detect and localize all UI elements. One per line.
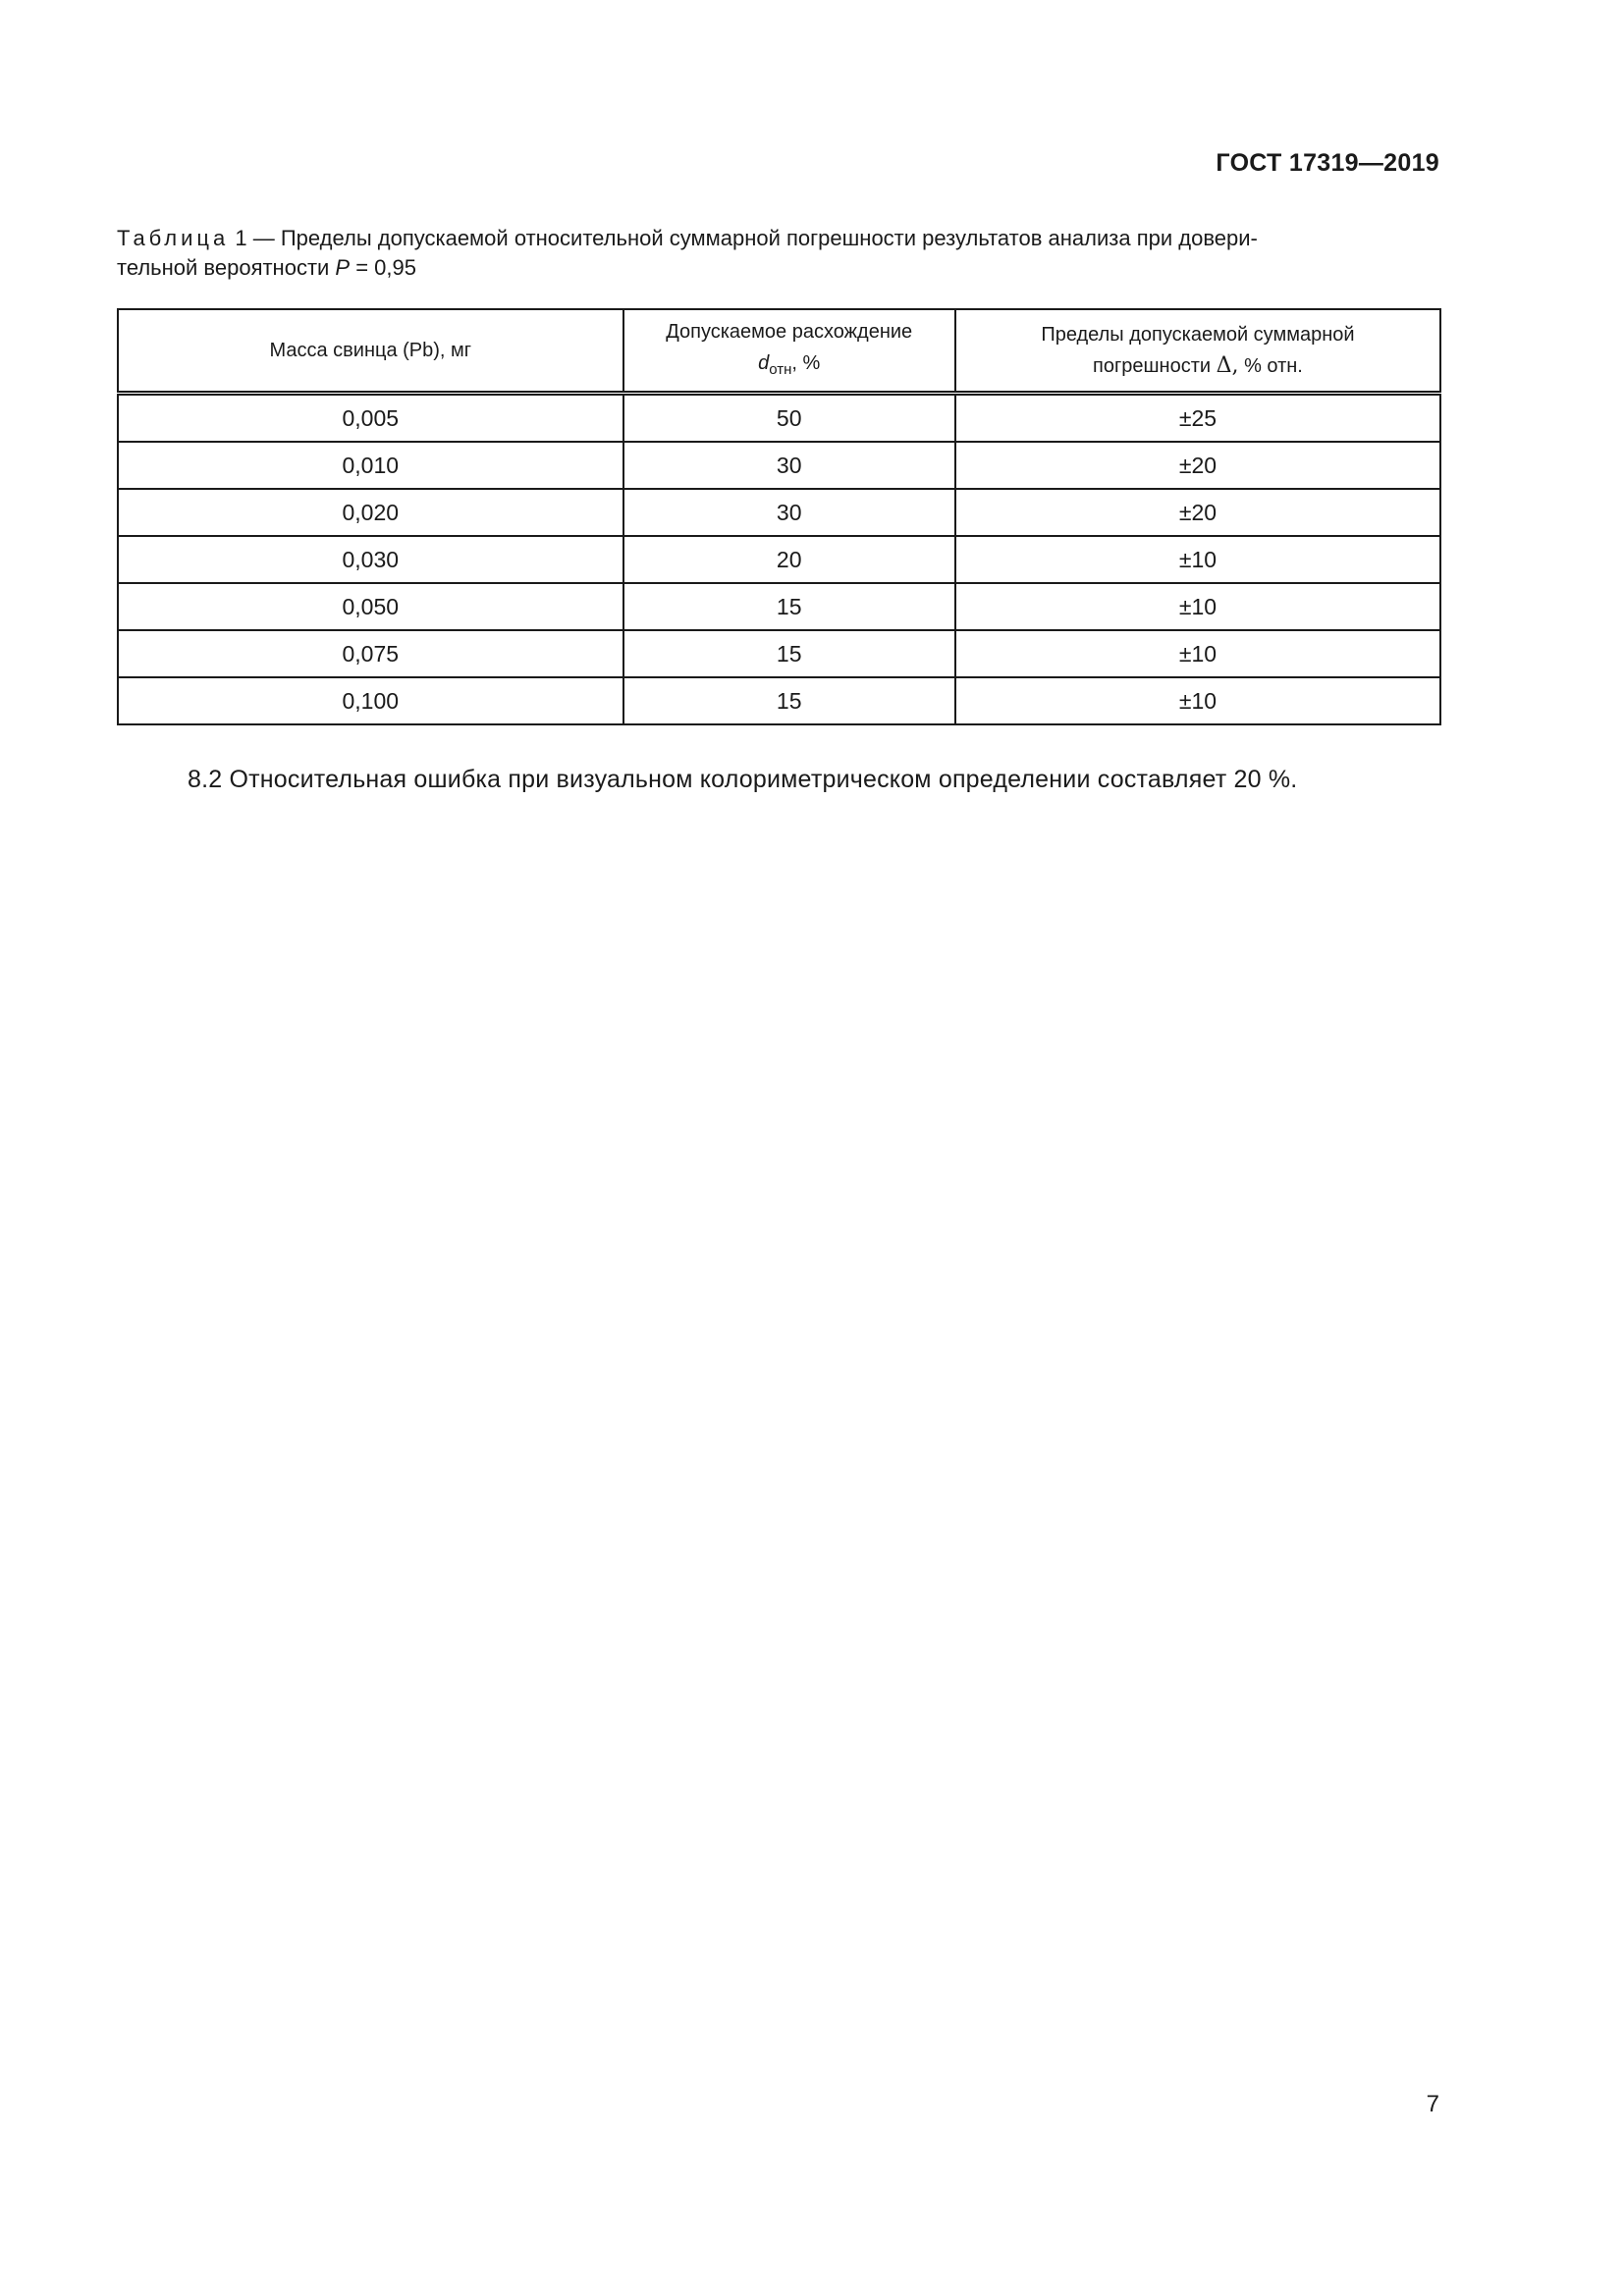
table-row [118,677,1440,724]
table-row [118,630,1440,677]
cell-error-limit: ±20 [955,489,1440,536]
cell-discrepancy: 15 [623,583,955,630]
cell-mass: 0,020 [118,489,623,536]
header-discrepancy-line1: Допускаемое расхождение [666,320,913,343]
header-discrepancy-var: d [758,351,770,374]
header-discrepancy [623,309,955,394]
data-table [117,308,1441,725]
cell-error-limit: ±10 [955,630,1440,677]
cell-discrepancy: 30 [623,442,955,489]
cell-error-limit: ±10 [955,677,1440,724]
table-row [118,536,1440,583]
cell-mass: 0,075 [118,630,623,677]
cell-error-limit: ±10 [955,583,1440,630]
paragraph-8-2: 8.2 Относительная ошибка при визуальном колориметрическом определении составляет 20 %. [188,766,1298,793]
table-caption-variable: P [335,255,351,280]
table-caption-text: 1 — Пределы допускаемой относительной суммарной погрешности результатов анализа при довери- [229,226,1258,250]
cell-discrepancy: 20 [623,536,955,583]
header-error-symbol: Δ, [1216,353,1239,378]
header-discrepancy-suffix: , % [791,351,821,374]
cell-error-limit: ±25 [955,394,1440,443]
table-row [118,583,1440,630]
cell-mass: 0,050 [118,583,623,630]
table-caption-line2-suffix: = 0,95 [350,255,416,280]
cell-discrepancy: 50 [623,394,955,443]
table-row [118,394,1440,443]
cell-discrepancy: 15 [623,677,955,724]
cell-mass: 0,100 [118,677,623,724]
header-error-line1: Пределы допускаемой суммарной [1041,324,1355,346]
header-error-prefix: погрешности [1093,355,1217,377]
cell-mass: 0,005 [118,394,623,443]
cell-error-limit: ±10 [955,536,1440,583]
header-discrepancy-sub: отн [769,360,792,378]
table-row [118,489,1440,536]
cell-error-limit: ±20 [955,442,1440,489]
document-id: ГОСТ 17319—2019 [1216,149,1439,177]
header-mass-label: Масса свинца (Pb), мг [269,340,472,361]
table-row [118,442,1440,489]
cell-mass: 0,030 [118,536,623,583]
cell-discrepancy: 30 [623,489,955,536]
header-mass [118,309,623,394]
table-caption-line2-prefix: тельной вероятности [117,255,336,280]
table-caption [117,224,1442,283]
table-header-row [118,309,1440,394]
table-caption-label: Таблица [117,226,230,250]
page-number: 7 [1426,2091,1439,2117]
header-error-limits [955,309,1440,394]
cell-mass: 0,010 [118,442,623,489]
header-error-suffix: % отн. [1238,355,1303,377]
cell-discrepancy: 15 [623,630,955,677]
